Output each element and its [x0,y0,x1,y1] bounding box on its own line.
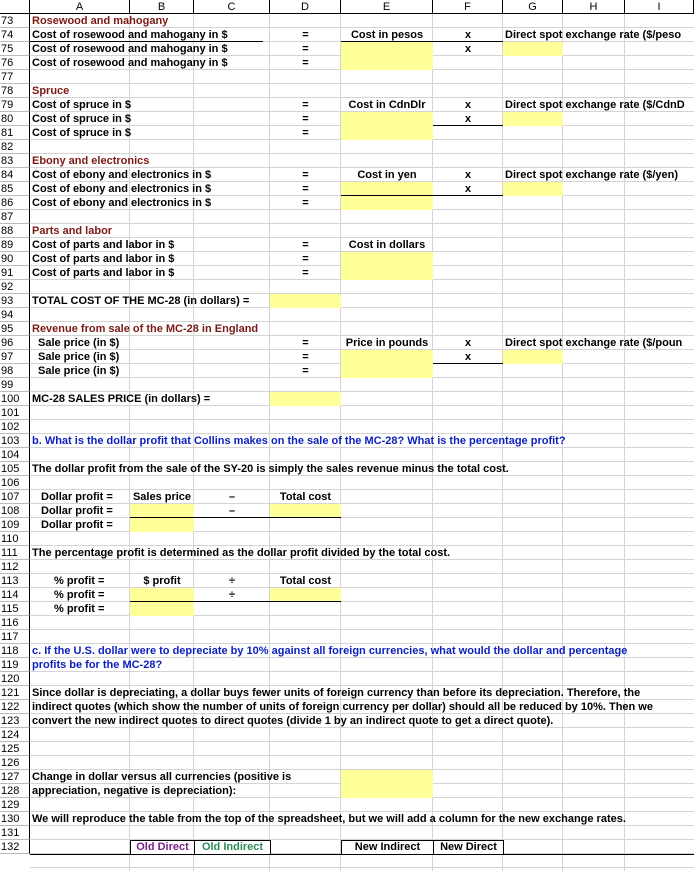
row-label: Cost of rosewood and mahogany in $ [32,43,228,55]
column-header-a[interactable]: A [30,0,130,14]
dollar-profit-sales-cell[interactable] [130,504,194,532]
row-header[interactable]: 91 [0,266,30,280]
row-header[interactable]: 96 [0,336,30,350]
times-sign: x [464,113,472,125]
rate-label-peso: Direct spot exchange rate ($/peso [505,29,682,41]
new-indirect-header: New Indirect [341,840,434,855]
row-header[interactable]: 105 [0,462,30,476]
dollar-profit-cost-cell[interactable] [270,504,341,518]
row-header[interactable]: 83 [0,154,30,168]
column-header-i[interactable]: I [625,0,694,14]
change-in-dollar-cell[interactable] [341,770,433,798]
section-title-ebony: Ebony and electronics [32,155,150,167]
row-label: Cost of ebony and electronics in $ [32,169,212,181]
row-header[interactable]: 76 [0,56,30,70]
row-header[interactable]: 85 [0,182,30,196]
row-header[interactable]: 88 [0,224,30,238]
row-header[interactable]: 124 [0,728,30,742]
column-label-dollars: Cost in dollars [348,239,426,251]
row-header[interactable]: 109 [0,518,30,532]
row-header[interactable]: 112 [0,560,30,574]
row-header[interactable]: 121 [0,686,30,700]
input-cell-dollars[interactable] [341,252,433,280]
equals-sign: = [302,267,309,279]
times-sign: x [464,29,472,41]
row-label: Cost of ebony and electronics in $ [32,183,212,195]
row-header[interactable]: 126 [0,756,30,770]
explanation-line1: Since dollar is depreciating, a dollar buys fewer units of foreign currency than before its depreciation. Therefore, the [32,687,641,699]
times-sign: x [464,183,472,195]
sales-price-label: MC-28 SALES PRICE (in dollars) = [32,393,211,405]
row-header[interactable]: 128 [0,784,30,798]
times-sign: x [464,351,472,363]
new-direct-header: New Direct [433,840,504,855]
input-cell-pounds[interactable] [341,350,433,378]
change-label-line1: Change in dollar versus all currencies (positive is [32,771,292,783]
row-header[interactable]: 100 [0,392,30,406]
pct-profit-label: % profit = [54,603,105,615]
times-sign: x [464,337,472,349]
column-label-cdndlr: Cost in CdnDlr [348,99,426,111]
column-header-h[interactable]: H [563,0,625,14]
section-title-revenue: Revenue from sale of the MC-28 in England [32,323,259,335]
equals-sign: = [302,337,309,349]
row-label: Sale price (in $) [38,365,120,377]
row-header[interactable]: 86 [0,196,30,210]
row-header[interactable]: 119 [0,658,30,672]
explanation-line3: convert the new indirect quotes to direct quotes (divide 1 by an indirect quote to get a direct quote). [32,715,554,727]
corner-cell[interactable] [0,0,30,14]
question-c-line2: profits be for the MC-28? [32,659,163,671]
total-cost-header: Total cost [279,575,332,587]
table-intro: We will reproduce the table from the top of the spreadsheet, but we will add a column for the new exchange rates. [32,813,626,825]
row-header[interactable]: 132 [0,840,30,854]
column-header-b[interactable]: B [130,0,194,14]
times-sign: x [464,169,472,181]
row-header[interactable]: 122 [0,700,30,714]
column-header-f[interactable]: F [433,0,503,14]
row-label: Cost of parts and labor in $ [32,253,175,265]
rate-label-yen: Direct spot exchange rate ($/yen) [505,169,679,181]
row-header[interactable]: 95 [0,322,30,336]
input-cell-peso-rate[interactable] [503,42,563,56]
equals-sign: = [302,197,309,209]
row-header[interactable]: 89 [0,238,30,252]
row-label: Cost of spruce in $ [32,127,132,139]
equals-sign: = [302,365,309,377]
input-cell-pesos[interactable] [341,42,433,70]
equals-sign: = [302,127,309,139]
equals-sign: = [302,239,309,251]
pct-profit-label: % profit = [54,589,105,601]
row-header[interactable]: 79 [0,98,30,112]
minus-sign: – [228,491,236,503]
row-header[interactable]: 123 [0,714,30,728]
row-label: Sale price (in $) [38,351,120,363]
fraction-line [341,195,433,196]
row-header[interactable]: 80 [0,112,30,126]
row-label: Cost of parts and labor in $ [32,239,175,251]
input-cell-yen-rate[interactable] [503,182,563,196]
equals-sign: = [302,99,309,111]
row-header[interactable]: 98 [0,364,30,378]
row-header[interactable]: 118 [0,644,30,658]
row-header[interactable]: 102 [0,420,30,434]
row-header[interactable]: 125 [0,742,30,756]
row-header[interactable]: 92 [0,280,30,294]
old-direct-header: Old Direct [130,840,195,855]
pct-profit-label: % profit = [54,575,105,587]
column-header-c[interactable]: C [194,0,270,14]
total-cost-label: TOTAL COST OF THE MC-28 (in dollars) = [32,295,250,307]
row-header[interactable]: 108 [0,504,30,518]
row-header[interactable]: 107 [0,490,30,504]
row-header[interactable]: 74 [0,28,30,42]
row-header[interactable]: 115 [0,602,30,616]
input-cell-cdndlr[interactable] [341,112,433,140]
question-c-line1: c. If the U.S. dollar were to depreciate by 10% against all foreign currencies, what would the dollar and percentage [32,645,628,657]
pct-profit-cost-cell[interactable] [270,588,341,602]
equals-sign: = [302,253,309,265]
section-title-rosewood: Rosewood and mahogany [32,15,169,27]
change-label-line2: appreciation, negative is depreciation): [32,785,237,797]
row-header[interactable]: 106 [0,476,30,490]
equals-sign: = [302,29,309,41]
minus-sign: – [228,505,236,517]
row-label: Cost of rosewood and mahogany in $ [32,57,228,69]
column-label-pesos: Cost in pesos [350,29,424,41]
equals-sign: = [302,43,309,55]
column-header-g[interactable]: G [503,0,563,14]
row-header[interactable]: 78 [0,84,30,98]
section-title-parts: Parts and labor [32,225,113,237]
row-header[interactable]: 111 [0,546,30,560]
column-label-pounds: Price in pounds [345,337,429,349]
question-b: b. What is the dollar profit that Collins makes on the sale of the MC-28? What is the percentage profit? [32,435,566,447]
equals-sign: = [302,113,309,125]
dollar-profit-label: Dollar profit = [41,519,113,531]
input-cell-yen[interactable] [341,182,433,210]
dollar-profit-label: Dollar profit = [41,505,113,517]
pct-profit-dollar-cell[interactable] [130,588,194,616]
rate-label-pound: Direct spot exchange rate ($/poun [505,337,683,349]
row-header[interactable]: 87 [0,210,30,224]
row-header[interactable]: 101 [0,406,30,420]
column-header-d[interactable]: D [270,0,341,14]
times-sign: x [464,43,472,55]
dollar-profit-header: $ profit [143,575,181,587]
equals-sign: = [302,169,309,181]
section-title-spruce: Spruce [32,85,70,97]
row-header[interactable]: 114 [0,588,30,602]
row-header[interactable]: 110 [0,532,30,546]
row-label: Cost of spruce in $ [32,99,132,111]
row-header[interactable]: 113 [0,574,30,588]
row-header[interactable]: 120 [0,672,30,686]
row-label: Cost of ebony and electronics in $ [32,197,212,209]
input-cell-pound-rate[interactable] [503,350,563,364]
times-sign: x [464,99,472,111]
column-label-yen: Cost in yen [357,169,417,181]
row-header[interactable]: 130 [0,812,30,826]
equals-sign: = [302,183,309,195]
row-header[interactable]: 84 [0,168,30,182]
row-header[interactable]: 116 [0,616,30,630]
row-header[interactable]: 127 [0,770,30,784]
pct-intro: The percentage profit is determined as the dollar profit divided by the total cost. [32,547,451,559]
row-header[interactable]: 94 [0,308,30,322]
equals-sign: = [302,351,309,363]
total-cost-cell[interactable] [270,294,341,308]
explanation-line2: indirect quotes (which show the number of units of foreign currency per dollar) should all be reduced by 10%. Then we [32,701,653,713]
profit-intro: The dollar profit from the sale of the SY-20 is simply the sales revenue minus the total cost. [32,463,509,475]
input-cell-cdn-rate[interactable] [503,112,563,126]
row-header[interactable]: 131 [0,826,30,840]
row-header[interactable]: 77 [0,70,30,84]
row-header[interactable]: 104 [0,448,30,462]
old-indirect-header: Old Indirect [194,840,271,855]
divide-sign: ÷ [228,575,236,587]
dollar-profit-label: Dollar profit = [41,491,113,503]
equals-sign: = [302,57,309,69]
row-header[interactable]: 73 [0,14,30,28]
row-header[interactable]: 117 [0,630,30,644]
row-label: Sale price (in $) [38,337,120,349]
sales-price-cell[interactable] [270,392,341,406]
row-header[interactable]: 75 [0,42,30,56]
grid-column-line [624,14,625,871]
row-label: Cost of parts and labor in $ [32,267,175,279]
total-cost-header: Total cost [279,491,332,503]
row-header[interactable]: 97 [0,350,30,364]
bottom-border [30,854,694,855]
row-label: Cost of rosewood and mahogany in $ [32,29,228,41]
row-label: Cost of spruce in $ [32,113,132,125]
row-header[interactable]: 99 [0,378,30,392]
row-header[interactable]: 81 [0,126,30,140]
row-header[interactable]: 90 [0,252,30,266]
row-header[interactable]: 82 [0,140,30,154]
row-header[interactable]: 103 [0,434,30,448]
row-header[interactable]: 93 [0,294,30,308]
column-header-e[interactable]: E [341,0,433,14]
rate-label-cdn: Direct spot exchange rate ($/CdnD [505,99,685,111]
divide-sign: ÷ [228,589,236,601]
sales-price-header: Sales price [132,491,192,503]
row-header[interactable]: 129 [0,798,30,812]
